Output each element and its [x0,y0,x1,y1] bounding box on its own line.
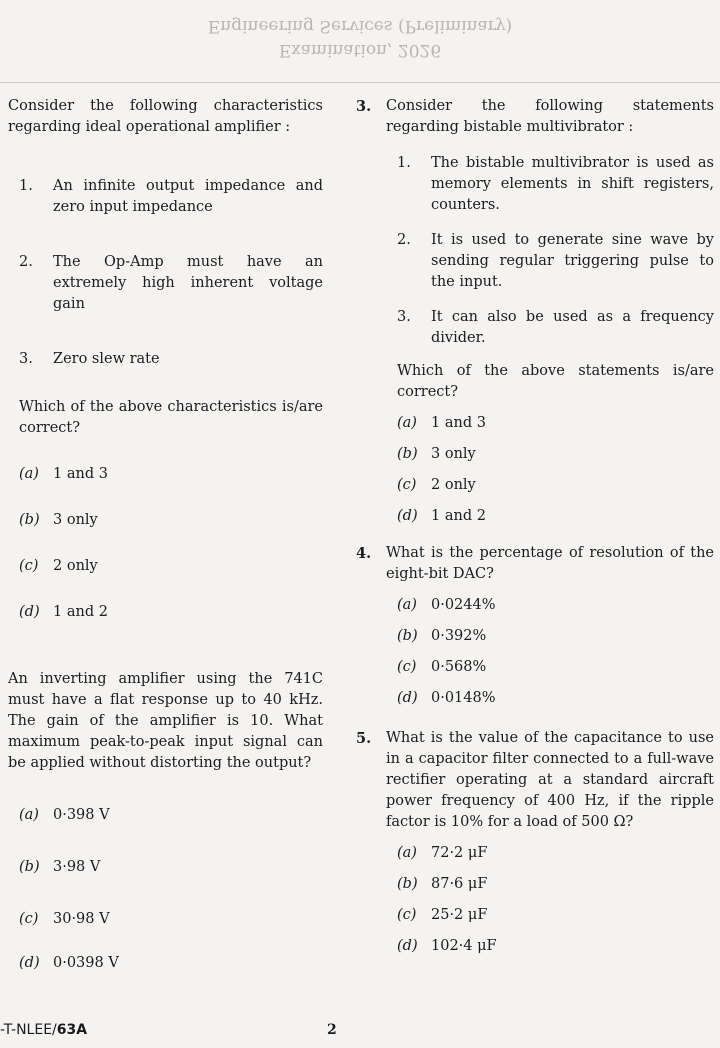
option-letter: (b) [19,512,40,528]
option-a[interactable] [386,595,714,616]
question-stem: What is the value of the capacitance to use in a capacitor filter connected to a full-wave rectifier operating at a standard aircraft power frequency of 400 Hz, if the ripple factor is 10% for a load of 500 Ω? [386,730,714,830]
option-text: 0·392% [431,628,487,644]
option-letter: (b) [19,859,40,875]
question-number: 5. [356,730,372,747]
option-a[interactable] [386,413,714,434]
option-text: 72·2 μF [431,845,488,861]
question-prompt: Which of the above characteristics is/are correct? [19,399,323,436]
option-letter: (c) [397,907,417,923]
option-letter: (a) [397,597,417,613]
option-b[interactable] [8,510,323,531]
option-text: 0·0244% [431,597,496,613]
option-text: 102·4 μF [431,938,497,954]
question-2 [8,96,323,623]
option-c[interactable] [386,905,714,926]
question-5 [356,728,714,957]
option-letter: (d) [397,508,418,524]
option-text: 1 and 2 [53,604,108,620]
option-d[interactable] [8,602,323,623]
statement-item [386,153,714,216]
option-text: 87·6 μF [431,876,488,892]
option-letter: (b) [397,876,418,892]
question-stem: Consider the following characteristics regarding ideal operational amplifier : [8,98,323,135]
question-inverting-amplifier [8,669,323,974]
statement-item [386,230,714,293]
statement-number: 1. [397,155,411,171]
header-subtitle: Examination, 2026 [278,40,442,60]
option-text: 0·398 V [53,807,110,823]
option-text: 1 and 3 [53,466,108,482]
page-header [0,14,720,62]
statement-text: It can also be used as a frequency divider. [431,309,714,346]
option-text: 30·98 V [53,911,110,927]
question-stem: What is the percentage of resolution of the eight-bit DAC? [386,545,714,582]
option-letter: (d) [397,690,418,706]
statement-text: Zero slew rate [53,351,160,367]
option-text: 1 and 2 [431,508,486,524]
option-a[interactable] [8,464,323,485]
option-d[interactable] [386,688,714,709]
option-text: 3 only [53,512,98,528]
header-title: Engineering Services (Preliminary) [207,16,513,36]
option-letter: (a) [397,415,417,431]
right-column [356,96,714,957]
option-letter: (a) [19,466,39,482]
option-letter: (d) [19,955,40,971]
question-stem: Consider the following statements regarding bistable multivibrator : [386,98,714,135]
statement-item [8,252,323,315]
question-number: 4. [356,545,372,562]
statement-text: It is used to generate sine wave by sending regular triggering pulse to the input. [431,232,714,290]
option-b[interactable] [386,626,714,647]
option-letter: (b) [397,446,418,462]
option-letter: (b) [397,628,418,644]
statement-number: 3. [19,351,33,367]
option-text: 1 and 3 [431,415,486,431]
option-letter: (c) [397,477,417,493]
option-letter: (a) [19,807,39,823]
option-d[interactable] [8,953,323,974]
option-a[interactable] [8,805,323,826]
option-c[interactable] [8,909,323,930]
option-letter: (c) [19,911,39,927]
option-letter: (c) [19,558,39,574]
option-b[interactable] [386,874,714,895]
option-text: 0·0148% [431,690,496,706]
question-prompt: Which of the above statements is/are correct? [397,363,714,400]
option-b[interactable] [8,857,323,878]
statement-number: 1. [19,178,33,194]
question-4 [356,543,714,709]
statement-text: The Op-Amp must have an extremely high inherent voltage gain [53,254,323,312]
option-letter: (a) [397,845,417,861]
question-3 [356,96,714,527]
question-stem: An inverting amplifier using the 741C must have a flat response up to 40 kHz. The gain of the amplifier is 10. What maximum peak-to-peak input signal can be applied without distorting the output? [8,671,323,771]
option-d[interactable] [386,936,714,957]
statement-item [386,307,714,349]
paper-code-suffix: 63A [56,1022,88,1038]
statement-number: 2. [397,232,411,248]
option-text: 0·568% [431,659,487,675]
statement-number: 3. [397,309,411,325]
page-number: 2 [327,1022,337,1038]
option-c[interactable] [386,657,714,678]
option-a[interactable] [386,843,714,864]
option-letter: (c) [397,659,417,675]
statement-item [8,176,323,218]
option-text: 3·98 V [53,859,101,875]
paper-code-prefix: -T-NLEE/ [0,1022,57,1038]
option-text: 3 only [431,446,476,462]
option-c[interactable] [386,475,714,496]
option-text: 2 only [53,558,98,574]
left-column [8,96,323,974]
option-text: 25·2 μF [431,907,488,923]
option-letter: (d) [19,604,40,620]
statement-item [8,349,323,370]
option-c[interactable] [8,556,323,577]
option-text: 2 only [431,477,476,493]
header-divider [0,82,720,83]
option-d[interactable] [386,506,714,527]
option-text: 0·0398 V [53,955,119,971]
statement-number: 2. [19,254,33,270]
paper-code [0,1022,87,1038]
statement-text: An infinite output impedance and zero input impedance [53,178,323,215]
question-number: 3. [356,98,372,115]
option-b[interactable] [386,444,714,465]
option-letter: (d) [397,938,418,954]
statement-text: The bistable multivibrator is used as memory elements in shift registers, counters. [431,155,714,213]
